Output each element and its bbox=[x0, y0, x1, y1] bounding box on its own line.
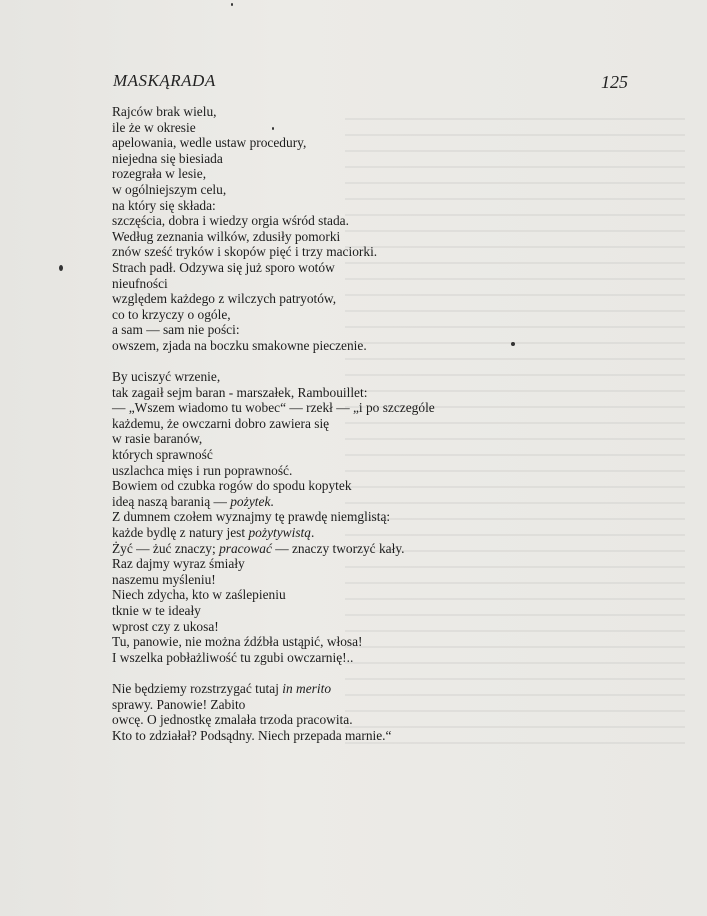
poem-line bbox=[112, 650, 435, 666]
line-text: I wszelka pobłażliwość tu zgubi owczarnię!.. bbox=[112, 649, 354, 665]
italic-text: pracować bbox=[219, 540, 272, 556]
line-text: tknie w te ideały bbox=[112, 603, 201, 618]
poem-line bbox=[112, 338, 435, 354]
poem-line bbox=[112, 166, 435, 182]
line-text: apelowania, wedle ustaw procedury, bbox=[112, 135, 307, 151]
line-text: Z dumnem czołem wyznajmy tę prawdę niemglistą: bbox=[112, 509, 391, 525]
line-text: względem każdego z wilczych patryotów, bbox=[112, 291, 337, 307]
stanza bbox=[112, 104, 435, 354]
line-text: każde bydlę z natury jest bbox=[112, 525, 249, 541]
poem-line bbox=[112, 697, 435, 713]
line-text: Strach padł. Odzywa się już sporo wotów bbox=[112, 259, 335, 275]
line-text: których sprawność bbox=[112, 447, 213, 463]
ink-speck bbox=[511, 342, 515, 346]
poem-line bbox=[112, 681, 435, 697]
line-text: Tu, panowie, nie można źdźbła ustąpić, włosa! bbox=[112, 634, 363, 650]
poem-line bbox=[112, 229, 435, 245]
poem-line bbox=[112, 198, 435, 214]
line-text: Nie będziemy rozstrzygać tutaj bbox=[112, 680, 283, 696]
italic-text: pożytywistą bbox=[248, 525, 311, 541]
line-text: Rajców brak wielu, bbox=[112, 104, 217, 119]
poem-line bbox=[112, 525, 435, 541]
poem-line bbox=[112, 416, 435, 432]
poem-line bbox=[112, 556, 435, 572]
poem-line bbox=[112, 572, 435, 588]
poem-line bbox=[112, 494, 435, 510]
poem-line bbox=[112, 400, 435, 416]
poem-line bbox=[112, 712, 435, 728]
ink-speck bbox=[231, 3, 233, 6]
line-text: Kto to zdziałał? Podsądny. Niech przepada marnie.“ bbox=[112, 727, 392, 743]
ink-speck bbox=[59, 265, 63, 271]
line-text: owcę. O jednostkę zmalała trzoda pracowita. bbox=[112, 712, 353, 728]
poem-line bbox=[112, 509, 435, 525]
line-text: — znaczy tworzyć kały. bbox=[271, 540, 405, 556]
poem-line bbox=[112, 385, 435, 401]
poem-body bbox=[112, 104, 435, 759]
line-text: na który się składa: bbox=[112, 197, 216, 213]
italic-text: pożytek bbox=[230, 493, 271, 509]
line-text: ideą naszą baranią — bbox=[112, 493, 231, 509]
poem-line bbox=[112, 276, 435, 292]
line-text: By uciszyć wrzenie, bbox=[112, 369, 221, 385]
line-text: . bbox=[270, 493, 274, 509]
line-text: tak zagaił sejm baran - marszałek, Rambouillet: bbox=[112, 384, 368, 400]
ink-speck bbox=[272, 127, 274, 130]
poem-line bbox=[112, 182, 435, 198]
poem-line bbox=[112, 369, 435, 385]
poem-line bbox=[112, 634, 435, 650]
page-number: 125 bbox=[601, 72, 628, 92]
line-text: wprost czy z ukosa! bbox=[112, 618, 219, 634]
poem-line bbox=[112, 135, 435, 151]
poem-line bbox=[112, 244, 435, 260]
line-text: Raz dajmy wyraz śmiały bbox=[112, 556, 245, 572]
poem-line bbox=[112, 104, 435, 120]
poem-line bbox=[112, 478, 435, 494]
poem-line bbox=[112, 587, 435, 603]
poem-line bbox=[112, 291, 435, 307]
line-text: co to krzyczy o ogóle, bbox=[112, 306, 231, 322]
poem-line bbox=[112, 603, 435, 619]
line-text: a sam — sam nie pości: bbox=[112, 322, 240, 338]
line-text: w ogólniejszym celu, bbox=[112, 181, 227, 197]
poem-line bbox=[112, 619, 435, 635]
running-title: MASKĄRADA bbox=[113, 71, 216, 90]
line-text: znów sześć tryków i skopów pięć i trzy maciorki. bbox=[112, 244, 378, 260]
line-text: Niech zdycha, kto w zaślepieniu bbox=[112, 587, 286, 603]
poem-line bbox=[112, 307, 435, 323]
line-text: Żyć — żuć znaczy; bbox=[112, 540, 220, 556]
poem-line bbox=[112, 260, 435, 276]
poem-line bbox=[112, 431, 435, 447]
stanza bbox=[112, 681, 435, 743]
poem-line bbox=[112, 322, 435, 338]
line-text: Według zeznania wilków, zdusiły pomorki bbox=[112, 228, 341, 244]
line-text: uszlachca mięs i run poprawność. bbox=[112, 462, 293, 478]
poem-line bbox=[112, 213, 435, 229]
poem-line bbox=[112, 447, 435, 463]
line-text: ile że w okresie bbox=[112, 119, 196, 135]
poem-line bbox=[112, 541, 435, 557]
line-text: owszem, zjada na boczku smakowne pieczenie. bbox=[112, 337, 367, 353]
line-text: Bowiem od czubka rogów do spodu kopytek bbox=[112, 478, 352, 494]
line-text: rozegrała w lesie, bbox=[112, 166, 207, 182]
line-text: nieufności bbox=[112, 275, 168, 291]
line-text: w rasie baranów, bbox=[112, 431, 203, 447]
line-text: sprawy. Panowie! Zabito bbox=[112, 696, 246, 712]
line-text: szczęścia, dobra i wiedzy orgia wśród stada. bbox=[112, 213, 349, 229]
stanza bbox=[112, 369, 435, 665]
poem-line bbox=[112, 463, 435, 479]
line-text: naszemu myśleniu! bbox=[112, 571, 216, 587]
poem-line bbox=[112, 728, 435, 744]
poem-line bbox=[112, 151, 435, 167]
line-text: . bbox=[310, 525, 315, 541]
line-text: — „Wszem wiadomo tu wobec“ — rzekł — „i po szczególe bbox=[112, 400, 435, 416]
italic-text: in merito bbox=[282, 680, 332, 696]
line-text: każdemu, że owczarni dobro zawiera się bbox=[112, 415, 330, 431]
line-text: niejedna się biesiada bbox=[112, 150, 223, 166]
